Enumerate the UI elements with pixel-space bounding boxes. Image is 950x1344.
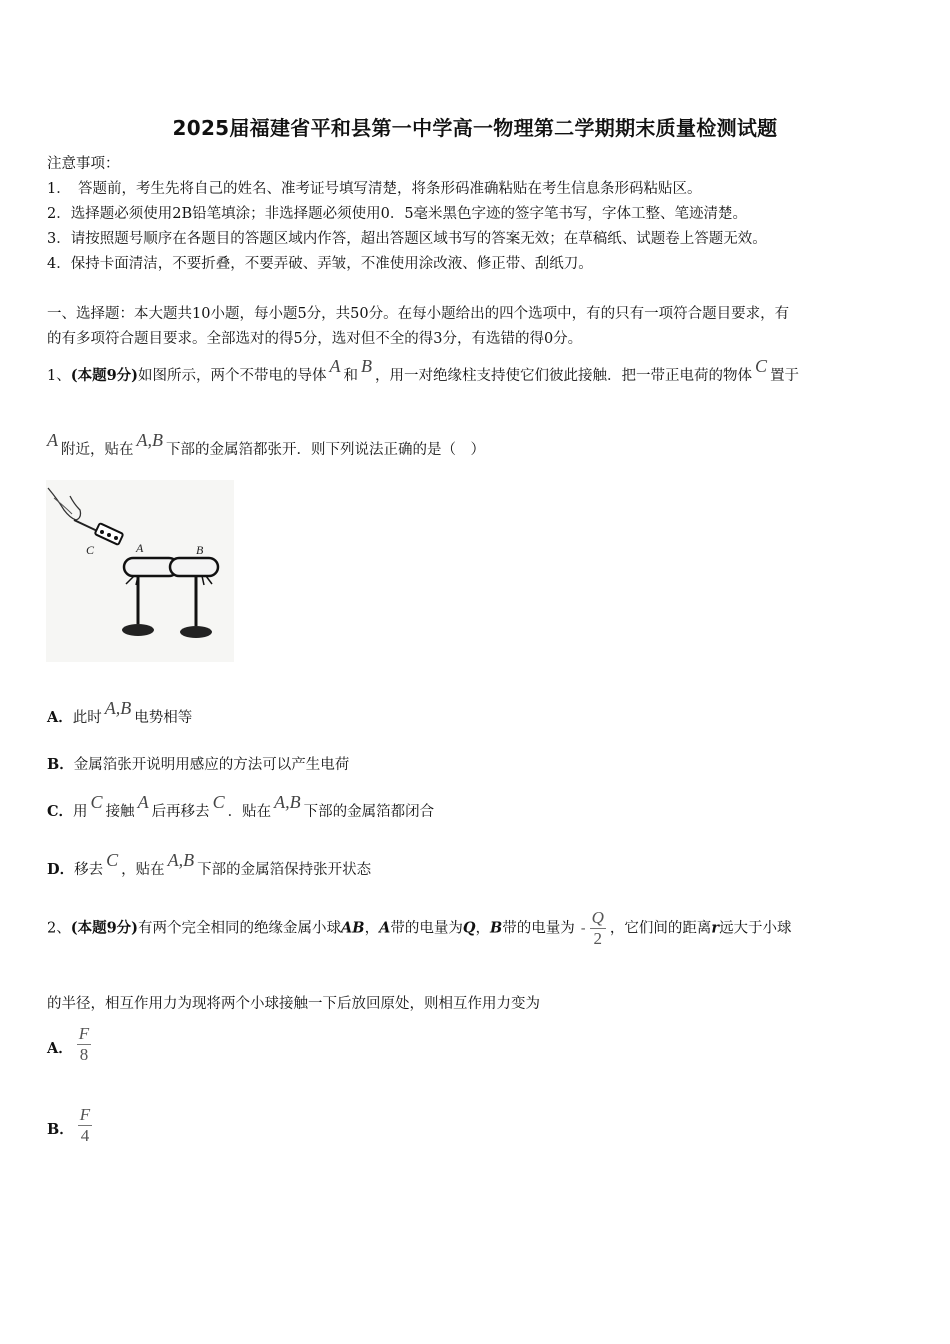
notice-item-3: 3．请按照题号顺序在各题目的答题区域内作答，超出答题区域书写的答案无效；在草稿纸、试题卷上答题无效。	[47, 231, 767, 247]
question-text: 远大于小球	[719, 920, 792, 937]
math-symbol: Q	[462, 919, 476, 937]
math-symbol: C	[755, 356, 768, 376]
option-text: 用	[73, 804, 88, 820]
notice-item-4: 4．保持卡面清洁，不要折叠，不要弄破、弄皱，不准使用涂改液、修正带、刮纸刀。	[47, 256, 593, 272]
math-symbol: A,B	[104, 698, 132, 718]
math-symbol: r	[711, 919, 720, 937]
option-text: 电势相等	[134, 710, 193, 726]
hand-sketch	[48, 488, 81, 520]
question-text: ，用一对绝缘柱支持使它们彼此接触．把一带正电荷的物体	[375, 368, 753, 384]
question-text: 如图所示，两个不带电的导体	[138, 368, 327, 384]
q1-option-c	[47, 792, 435, 821]
question-text: 置于	[770, 368, 800, 384]
math-symbol: A	[137, 792, 149, 812]
option-letter: C．	[47, 803, 74, 820]
q2-option-b	[47, 1105, 96, 1146]
question-2-line-2: 的半径，相互作用力为现将两个小球接触一下后放回原处，则相互作用力变为	[47, 996, 540, 1012]
label-c: C	[86, 543, 95, 557]
charge-mark	[100, 530, 104, 534]
charge-mark	[107, 533, 111, 537]
math-symbol: A,B	[136, 430, 163, 450]
q1-option-b	[47, 753, 349, 774]
fraction-denominator: 8	[79, 1045, 89, 1064]
math-symbol: A	[47, 430, 58, 450]
question-points: (本题9分)	[70, 367, 139, 384]
notice-heading: 注意事项：	[47, 156, 120, 172]
label-a: A	[136, 541, 144, 555]
fraction-numerator: F	[79, 1105, 91, 1124]
notice-item-1: 1． 答题前，考生先将自己的姓名、准考证号填写清楚，将条形码准确粘贴在考生信息条形码粘贴区。	[47, 181, 702, 197]
question-points: (本题9分)	[70, 919, 139, 937]
q1-option-a	[47, 698, 193, 727]
math-symbol: C	[106, 850, 119, 870]
option-letter: B．	[47, 1120, 74, 1138]
charge-mark	[114, 536, 118, 540]
stand-base-a	[122, 624, 154, 636]
option-letter: A．	[47, 1039, 73, 1057]
option-text: 金属箔张开说明用感应的方法可以产生电荷	[73, 757, 350, 773]
hand-sketch	[54, 498, 72, 514]
math-symbol: A	[329, 356, 341, 376]
question-1-line-2	[47, 430, 485, 459]
section-instructions-line-2: 的有多项符合题目要求。全部选对的得5分，选对但不全的得3分，有选错的得0分。	[47, 331, 583, 347]
q1-option-d	[47, 850, 372, 879]
option-text: 下部的金属箔保持张开状态	[197, 862, 372, 878]
option-text: 下部的金属箔都闭合	[303, 804, 435, 820]
option-text: ．贴在	[227, 804, 272, 820]
q2-option-a	[47, 1024, 95, 1065]
option-text: 后再移去	[151, 804, 210, 820]
fraction-denominator: 4	[80, 1126, 90, 1145]
option-text: 移去	[74, 862, 104, 878]
fraction-numerator: Q	[591, 908, 604, 927]
option-letter: A．	[47, 709, 73, 726]
math-symbol: AB	[341, 919, 365, 937]
question-text: 和	[343, 368, 359, 384]
question-text: ，它们间的距离	[609, 920, 712, 937]
math-symbol: C	[212, 792, 225, 812]
option-fraction	[77, 1024, 91, 1065]
question-text: 附近，贴在	[61, 442, 134, 458]
option-letter: D．	[47, 861, 75, 878]
stand-base-b	[180, 626, 212, 638]
minus-sign: -	[580, 920, 586, 937]
fraction-denominator: 2	[593, 929, 603, 948]
question-number: 2、	[47, 920, 71, 937]
option-letter: B．	[47, 756, 74, 773]
option-text: 接触	[105, 804, 135, 820]
conductor-b	[170, 558, 218, 576]
notice-item-2: 2．选择题必须使用2B铅笔填涂；非选择题必须使用0．5毫米黑色字迹的签字笔书写，字体工整、笔迹清楚。	[47, 206, 748, 222]
question-text: ，	[364, 920, 380, 937]
question-number: 1、	[47, 368, 71, 384]
math-symbol: B	[361, 356, 373, 376]
page-title: 2025届福建省平和县第一中学高一物理第二学期期末质量检测试题	[172, 116, 778, 140]
option-fraction	[78, 1105, 92, 1146]
question-1-line-1	[47, 356, 800, 385]
question-text: 有两个完全相同的绝缘金属小球	[138, 920, 342, 937]
conductor-figure	[46, 480, 234, 662]
option-text: 此时	[72, 710, 102, 726]
math-symbol: A	[379, 919, 391, 937]
label-b: B	[196, 543, 204, 557]
option-text: ，贴在	[121, 862, 165, 878]
question-text: 带的电量为	[502, 920, 575, 937]
math-symbol: A,B	[167, 850, 195, 870]
question-2-line-1	[47, 908, 792, 949]
math-symbol: B	[489, 919, 503, 937]
math-symbol: C	[90, 792, 103, 812]
math-symbol: A,B	[274, 792, 301, 812]
question-text: ，	[475, 920, 490, 937]
conductor-diagram	[46, 480, 234, 662]
fraction-numerator: F	[78, 1024, 90, 1043]
foil-a	[126, 576, 138, 585]
charge-fraction	[590, 908, 606, 949]
question-text: 带的电量为	[390, 920, 463, 937]
foil-b	[202, 576, 212, 585]
section-instructions-line-1: 一、选择题：本大题共10小题，每小题5分，共50分。在每小题给出的四个选项中，有的只有一项符合题目要求，有	[47, 306, 790, 322]
question-text: 下部的金属箔都张开．则下列说法正确的是（ ）	[166, 442, 485, 458]
